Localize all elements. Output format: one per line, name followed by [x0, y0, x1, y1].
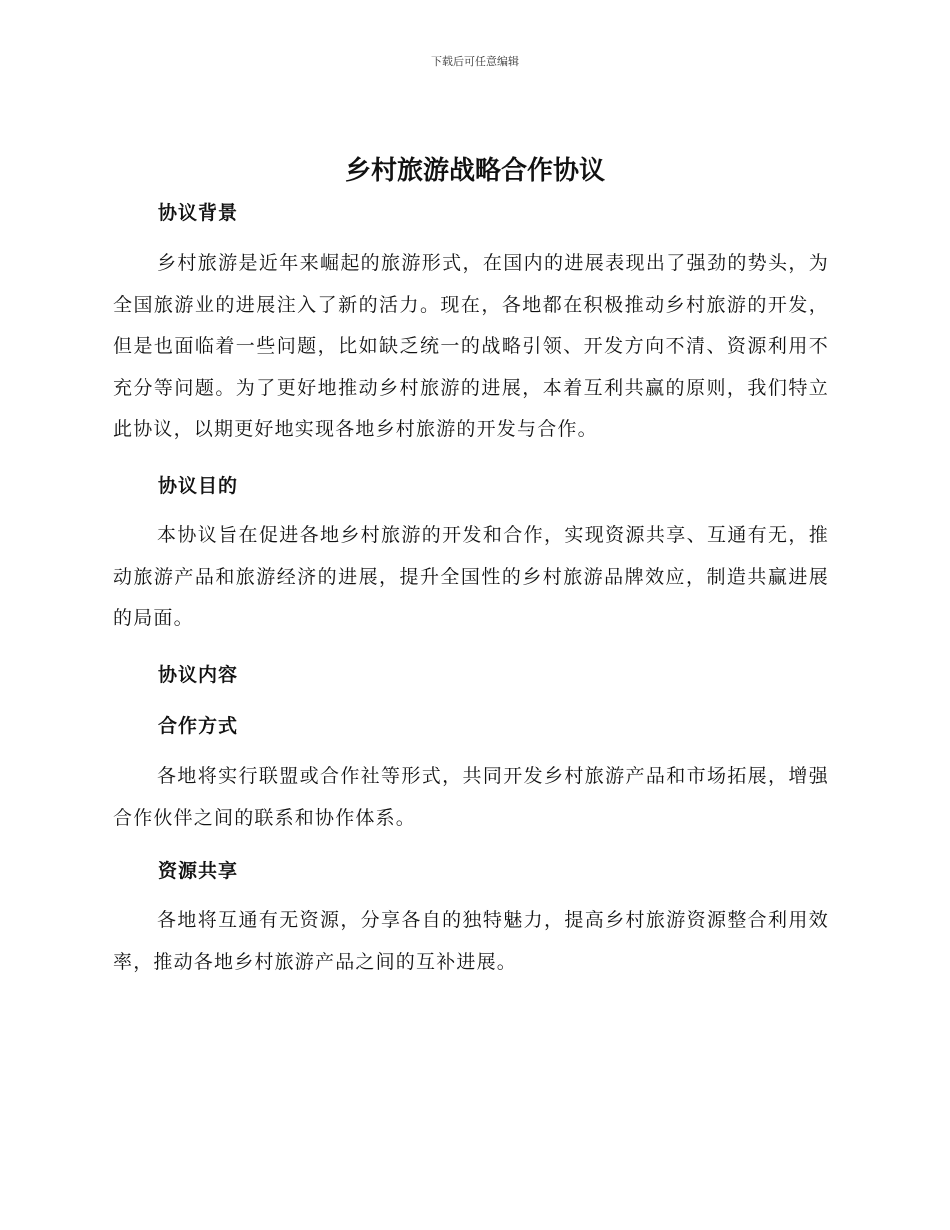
- section-heading-cooperation-mode: 合作方式: [158, 715, 239, 737]
- section-heading-background: 协议背景: [158, 202, 239, 224]
- section-paragraph-resource-sharing: 各地将互通有无资源，分享各自的独特魅力，提高乡村旅游资源整合利用效率，推动各地乡村旅游产品之间的互补进展。: [113, 909, 829, 973]
- section-heading-resource-sharing: 资源共享: [158, 860, 239, 882]
- section-paragraph-purpose: 本协议旨在促进各地乡村旅游的开发和合作，实现资源共享、互通有无，推动旅游产品和旅游经济的进展，提升全国性的乡村旅游品牌效应，制造共赢进展的局面。: [113, 524, 829, 629]
- section-paragraph-cooperation-mode: 各地将实行联盟或合作社等形式，共同开发乡村旅游产品和市场拓展，增强合作伙伴之间的联系和协作体系。: [113, 765, 829, 829]
- section-heading-content: 协议内容: [158, 664, 239, 686]
- document-title: 乡村旅游战略合作协议: [344, 156, 605, 186]
- page-header-note: 下载后可任意编辑: [431, 55, 519, 68]
- section-heading-purpose: 协议目的: [158, 475, 239, 497]
- section-paragraph-background: 乡村旅游是近年来崛起的旅游形式，在国内的进展表现出了强劲的势头，为全国旅游业的进展注入了新的活力。现在，各地都在积极推动乡村旅游的开发，但是也面临着一些问题，比如缺乏统一的战略引领、开发方向不清、资源利用不充分等问题。为了更好地推动乡村旅游的进展，本着互利共赢的原则，我们特立此协议，以期更好地实现各地乡村旅游的开发与合作。: [113, 252, 829, 440]
